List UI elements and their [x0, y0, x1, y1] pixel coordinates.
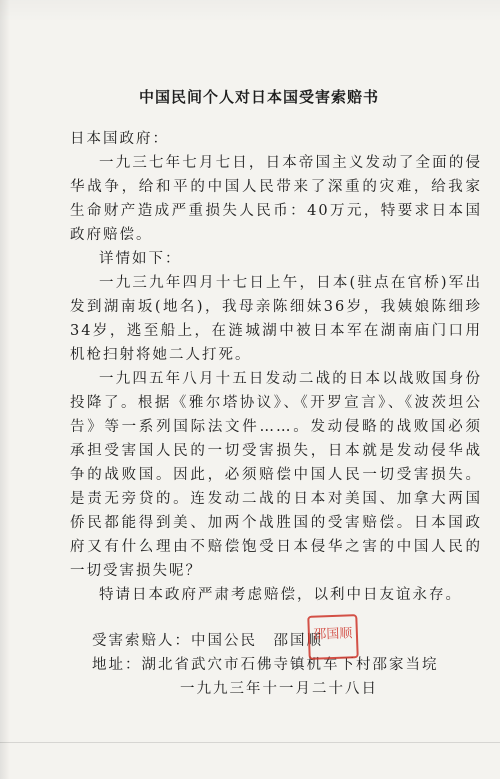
paragraph-closing: 特请日本政府严肃考虑赔偿，以利中日友谊永存。 — [99, 587, 462, 603]
paragraph-incident: 一九三九年四月十七日上午，日本(驻点在官桥)军出发到湖南坂(地名)，我母亲陈细妹36岁，我姨娘陈细珍34岁，逃至船上，在涟城湖中被日本军在湖南庙门口用机枪扫射将她二人打死。 — [70, 275, 482, 363]
document-title: 中国民间个人对日本国受害索赔书 — [138, 88, 379, 106]
date-line: 一九九三年十一月二十八日 — [180, 681, 378, 697]
paragraph-legal-basis: 一九四五年八月十五日发动二战的日本以战败国身份投降了。根据《雅尔塔协议》、《开罗宣言》、《波茨坦公告》等一系列国际法文件……。发动侵略的战败国必须承担受害国人民的一切受害损失，日本就是发动侵华战争的战败国。因此，必须赔偿中国人民一切受害损失。是责无旁贷的。连发动二战的日本对美国、加拿大两国侨民都能得到美、加两个战胜国的受害赔偿。日本国政府又有什么理由不赔偿饱受日本侵华之害的中国人民的一切受害损失呢？ — [70, 371, 482, 579]
paragraph-details-heading: 详情如下： — [99, 251, 182, 267]
page-binding-shadow — [0, 0, 10, 779]
red-seal-stamp: 邵国顺 — [307, 614, 359, 660]
address-line: 地址：湖北省武穴市石佛寺镇机车下村邵家当垸 — [92, 657, 439, 673]
claimant-line: 受害索赔人：中国公民 邵国顺 — [92, 633, 323, 649]
bleed-through-text — [40, 0, 500, 60]
addressee: 日本国政府： — [70, 131, 169, 147]
page-fold-line — [0, 742, 500, 743]
paragraph-claim: 一九三七年七月七日，日本帝国主义发动了全面的侵华战争，给和平的中国人民带来了深重的灾难，给我家生命财产造成严重损失人民币：40万元，特要求日本国政府赔偿。 — [70, 155, 482, 243]
signature-block — [70, 626, 482, 701]
